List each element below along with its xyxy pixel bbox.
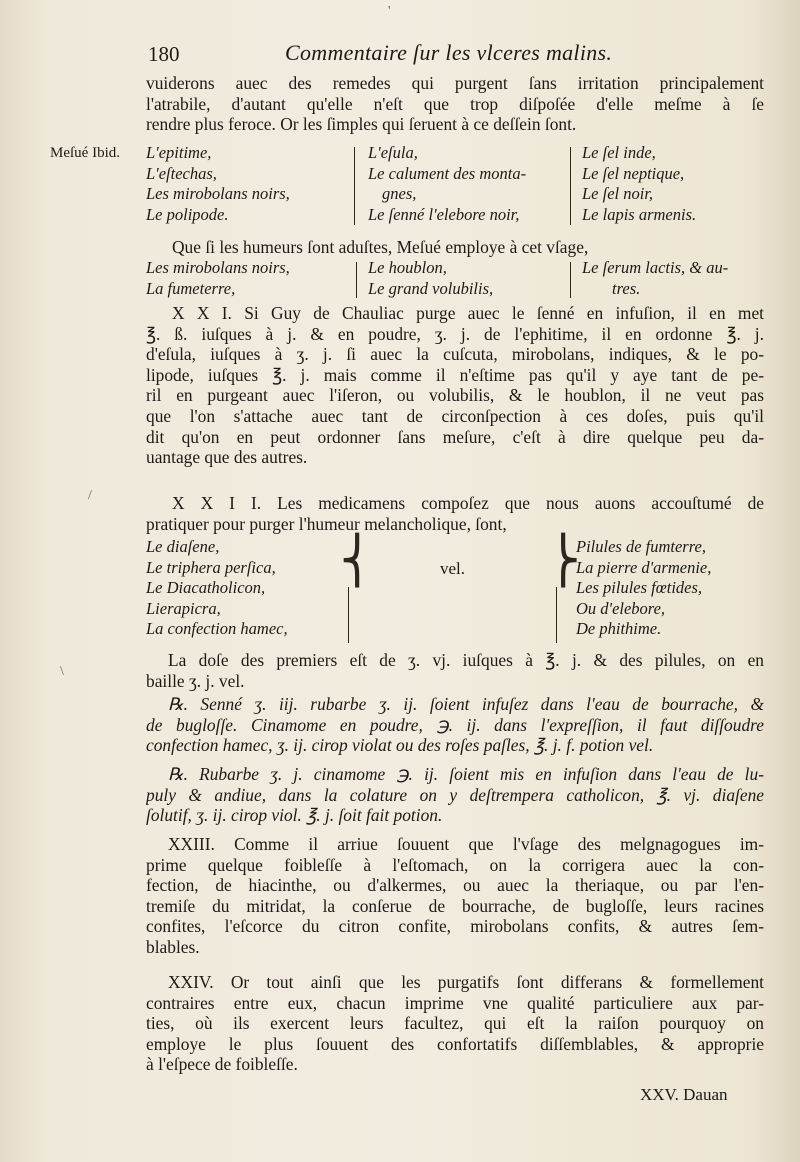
paragraph-xxiii [146, 834, 764, 958]
vel-word: vel. [440, 559, 466, 578]
text-line: rendre plus feroce. Or les ſimples qui ſeruent à ce deſſein ſont. [146, 114, 577, 135]
paragraph-xxiv [146, 972, 764, 1075]
text-line: puly & andiue, dans la colature on y deſtrempera catholicon, ℥. vj. diaſene [146, 784, 764, 805]
adustes-list [146, 258, 764, 300]
list-item: Lierapicra, [146, 598, 221, 618]
list-item: Le ſenné l'elebore noir, [368, 204, 520, 224]
simples-col-3 [582, 143, 696, 225]
text-line: l'atrabile, d'autant qu'elle n'eſt que trop diſpoſée d'elle meſme à ſe [146, 93, 764, 114]
list-item: Le ſel neptique, [582, 163, 685, 183]
text-line: tremiſe du mitridat, la conſerue de bourrache, de bugloſſe, leurs racines [146, 895, 764, 916]
text-line: pratiquer pour purger l'humeur melancholique, ſont, [146, 513, 507, 534]
simples-col-2 [368, 143, 526, 225]
text-line: La doſe des premiers eſt de ʒ. vj. iuſques à ℥. j. & des pilules, on en [168, 650, 764, 670]
recipe-1 [146, 694, 764, 756]
list-item: L'eſtechas, [146, 163, 217, 183]
text-line: de bugloſſe. Cinamome en poudre, ℈. ij. dans l'expreſſion, il faut diſſoudre [146, 714, 764, 735]
text-line: que l'on s'attache auec tant de circonſpection à ces doſes, puis qu'il [146, 405, 764, 426]
text-line: confites, l'eſcorce du citron confite, mirobolans confits, & autres ſem- [146, 916, 764, 937]
compound-list [146, 533, 764, 643]
list-item: L'eſula, [368, 143, 418, 162]
text-line: blables. [146, 936, 200, 957]
text-line: d'eſula, iuſques à ʒ. j. ſi auec la cuſcuta, mirobolans, indiques, & le po- [146, 344, 764, 365]
list-item: Les pilules fœtides, [576, 578, 703, 598]
list-item: Le lapis armenis. [582, 204, 697, 224]
column-rule [570, 147, 571, 225]
page-header [148, 40, 788, 72]
text-line: baille ʒ. j. vel. [146, 670, 245, 691]
compound-col-1 [146, 537, 288, 640]
running-title: Commentaire ſur les vlceres malins. [285, 40, 613, 65]
list-item: La fumeterre, [146, 278, 236, 298]
list-item: Le polipode. [146, 204, 229, 224]
list-item: Le calument des monta- [368, 163, 527, 183]
list-item: Les mirobolans noirs, [146, 184, 290, 204]
compound-col-2 [576, 537, 711, 640]
text-line: ril en purgeant auec l'iſeron, ou volubilis, & le houblon, il ne veut pas [146, 385, 764, 406]
paragraph-intro [146, 73, 764, 135]
list-item: Les mirobolans noirs, [146, 258, 290, 277]
left-brace: ⎨ [340, 533, 375, 587]
list-item: L'epitime, [146, 143, 212, 162]
text-line: dit qu'on en peut ordonner ſans meſure, c'eſt à dire quelque peu da- [146, 426, 764, 447]
simples-col-1 [146, 143, 290, 225]
simples-list [146, 143, 764, 227]
text-line: ties, où ils exercent leurs facultez, qui eſt la raiſon pourquoy on [146, 1013, 764, 1034]
list-item: Le ſel inde, [582, 143, 656, 162]
catchword: XXV. Dauan [640, 1085, 728, 1104]
list-item: Le grand volubilis, [368, 278, 494, 298]
text-line: XXIII. Comme il arriue ſouuent que l'vſage des melgnagogues im- [168, 834, 764, 854]
adustes-col-1 [146, 258, 290, 299]
column-rule [556, 587, 557, 643]
paragraph-xxi [146, 303, 764, 468]
list-item: Pilules de fumterre, [576, 537, 706, 556]
text-line: XXIV. Or tout ainſi que les purgatifs ſont differans & formellement [168, 972, 764, 992]
text-line: ℥. ß. iuſques à j. & en poudre, ʒ. j. de l'ephitime, il en ordonne ℥. j. [146, 323, 764, 344]
list-item: Le diaſene, [146, 537, 220, 556]
list-item: La confection hamec, [146, 619, 288, 639]
text-line: ℞. Rubarbe ʒ. j. cinamome ℈. ij. ſoient mis en infuſion dans l'eau de lu- [168, 764, 764, 784]
text-line: Que ſi les humeurs ſont aduſtes, Meſué employe à cet vſage, [172, 237, 589, 257]
list-item: Le ſerum lactis, & au- [582, 258, 729, 277]
ink-speck: / [88, 488, 92, 503]
page-number: 180 [148, 42, 180, 66]
text-line: à l'eſpece de foibleſſe. [146, 1054, 298, 1075]
list-item: Le triphera perſica, [146, 557, 276, 577]
list-item: Le houblon, [368, 258, 447, 277]
text-line: X X I. Si Guy de Chauliac purge auec le ſenné en infuſion, il en met [172, 303, 764, 323]
paragraph-dose [146, 650, 764, 691]
adustes-col-3 [582, 258, 728, 299]
text-line: ℞. Senné ʒ. iij. rubarbe ʒ. ij. ſoient infuſez dans l'eau de bourrache, & [168, 694, 764, 714]
text-line: confection hamec, ʒ. ij. cirop violat ou des roſes paſles, ℥. j. f. potion vel. [146, 735, 654, 756]
list-item: La pierre d'armenie, [576, 557, 712, 577]
list-item: De phithime. [576, 619, 662, 639]
list-item: tres. [612, 278, 641, 298]
text-line: X X I I. Les medicamens compoſez que nous auons accouſtumé de [172, 493, 764, 513]
column-rule [570, 262, 571, 298]
adustes-col-2 [368, 258, 493, 299]
text-line: vuiderons auec des remedes qui purgent ſans irritation principalement [146, 73, 764, 93]
paragraph-adustes [172, 237, 764, 258]
text-line: uantage que des autres. [146, 447, 308, 468]
text-line: lipode, iuſques ℥. j. mais comme il n'eſtime pas qu'il y aye tant de pe- [146, 364, 764, 385]
margin-note: Meſué Ibid. [50, 145, 120, 161]
list-item: Ou d'elebore, [576, 598, 666, 618]
list-item: Le ſel noir, [582, 184, 654, 204]
ink-speck: ' [388, 4, 391, 19]
text-line: fection, de hiacinthe, ou d'alkermes, ou auec la theriaque, ou par l'en- [146, 875, 764, 896]
paragraph-xxii [146, 493, 764, 534]
column-rule [348, 587, 349, 643]
text-line: prime quelque foibleſſe à l'eſtomach, on la corrigera auec la con- [146, 854, 764, 875]
list-item: Le Diacatholicon, [146, 578, 266, 598]
recipe-2 [146, 764, 764, 826]
ink-speck: \ [60, 664, 64, 679]
text-line: employe le plus ſouuent des confortatifs diſſemblables, & approprie [146, 1033, 764, 1054]
text-line: ſolutif, ʒ. ij. cirop viol. ℥. j. ſoit fait potion. [146, 805, 443, 826]
list-item: gnes, [382, 184, 417, 204]
text-line: contraires entre eux, chacun imprime vne qualité particuliere aux par- [146, 992, 764, 1013]
column-rule [354, 147, 355, 225]
column-rule [356, 262, 357, 298]
right-brace: ⎬ [546, 533, 581, 587]
